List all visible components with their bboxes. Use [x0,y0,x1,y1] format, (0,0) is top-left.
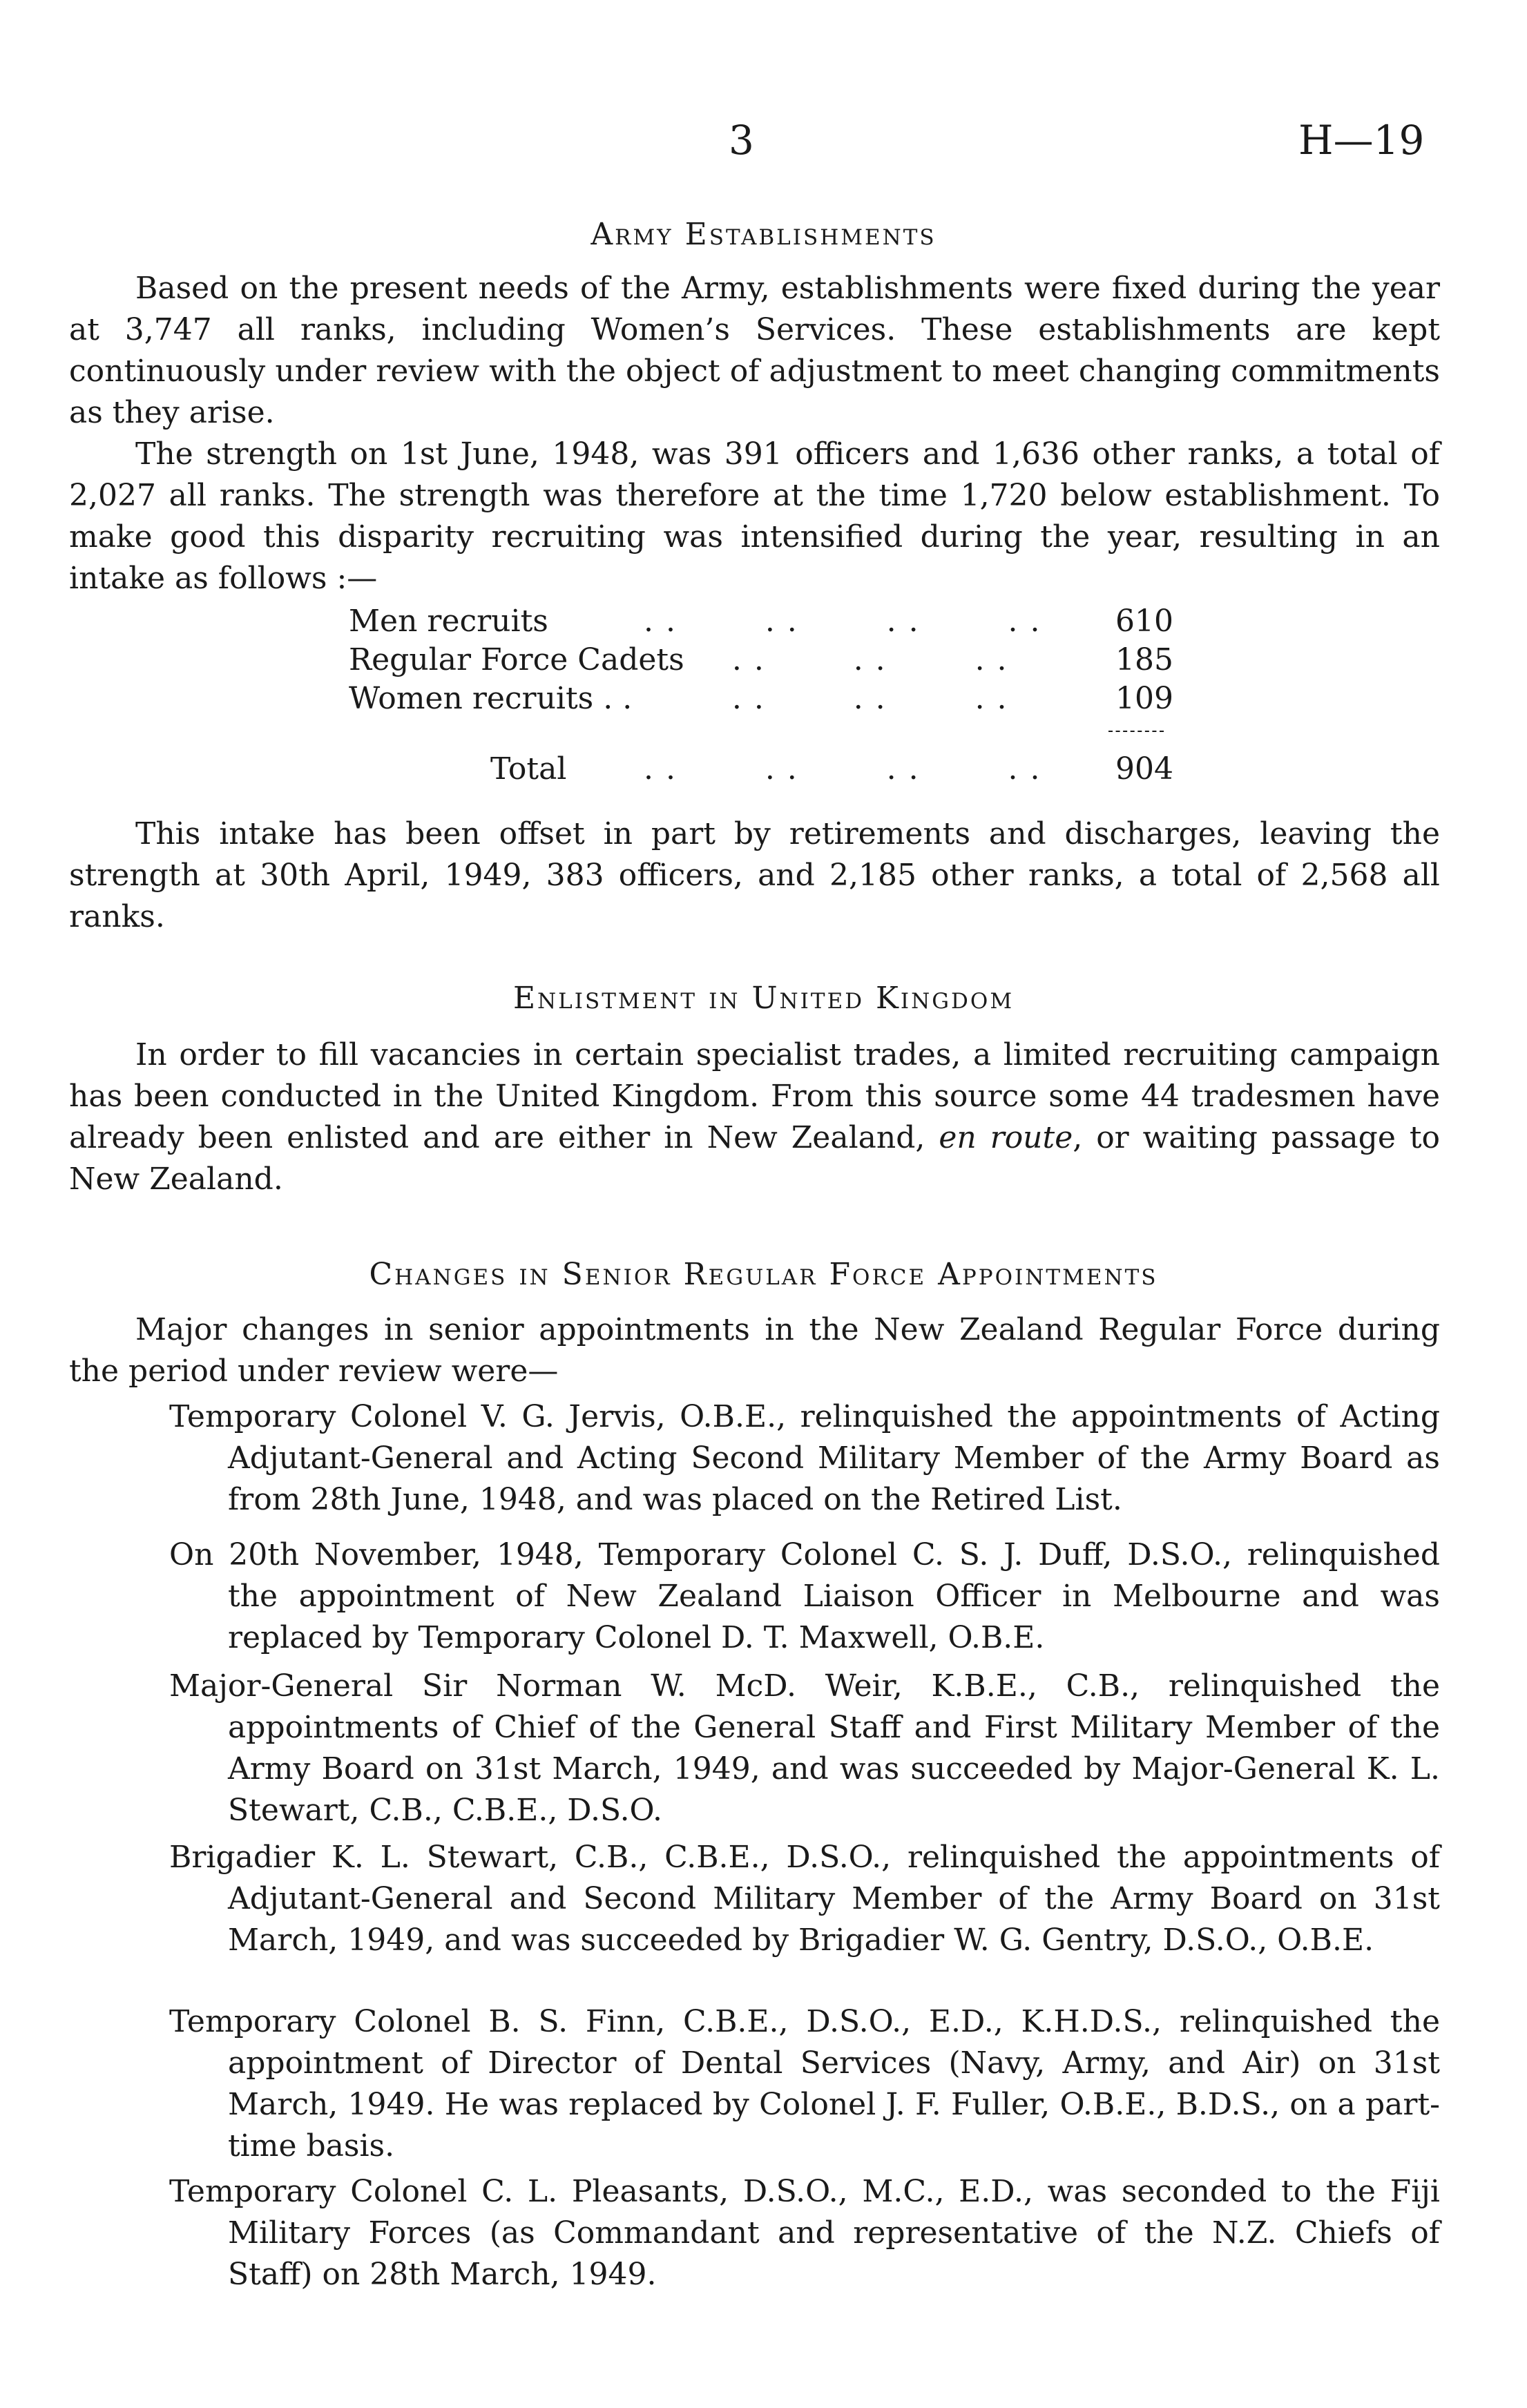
enlistment-text-start: In order to fill vacancies in certain specialist trades, a limited recruiting campaign has been conducted in the United Kingdom. From this source some 44 tradesmen have already been enlisted and are either in New Zealand, [69,1037,1440,1155]
intake-value: 109 [1115,681,1173,716]
enlistment-text-italic: en route [939,1120,1073,1155]
appointment-entry-jervis: Temporary Colonel V. G. Jervis, O.B.E., relinquished the appointments of Acting Adjutant-General and Acting Second Military Member of the Army Board as from 28th June, 1948, and was placed on the Retired List. [169,1399,1440,1517]
heading-enlistment: Enlistment in United Kingdom [512,981,1015,1016]
leader-dots: . . . . . . . . [622,604,1041,639]
appointment-entry-pleasants: Temporary Colonel C. L. Pleasants, D.S.O., M.C., E.D., was seconded to the Fiji Military Forces (as Commandant and representative of the N.Z. Chiefs of Staff) on 28th March, 1949. [169,2174,1440,2292]
intake-row-women-recruits [349,680,1178,718]
appointment-entry-stewart: Brigadier K. L. Stewart, C.B., C.B.E., D.S.O., relinquished the appointments of Adjutant-General and Second Military Member of the Army Board on 31st March, 1949, and was succeeded by Brigadier W. G. Gentry, D.S.O., O.B.E. [169,1840,1440,1958]
appointment-entry-finn: Temporary Colonel B. S. Finn, C.B.E., D.S.O., E.D., K.H.D.S., relinquished the appointment of Director of Dental Services (Navy, Army, and Air) on 31st March, 1949. He was replaced by Colonel J. F. Fuller, O.B.E., B.D.S., on a part-time basis. [169,2004,1440,2164]
appointment-entry-duff: On 20th November, 1948, Temporary Colonel C. S. J. Duff, D.S.O., relinquished the appointment of New Zealand Liaison Officer in Melbourne and was replaced by Temporary Colonel D. T. Maxwell, O.B.E. [169,1537,1440,1655]
paragraph-establishments: Based on the present needs of the Army, establishments were fixed during the year at 3,747 all ranks, including Women’s Services. These establishments are kept continuously under review with the object of adjustment to meet changing commitments as they arise. [69,271,1440,430]
intake-row-regular-force-cadets [349,641,1178,680]
intake-label: Men recruits [349,604,548,639]
intake-value: 185 [1115,642,1173,677]
leader-dots: . . . . . . [622,642,1008,677]
total-value: 904 [1115,751,1173,787]
leader-dots: . . . . . . . . [622,751,1041,787]
paragraph-intake-offset: This intake has been offset in part by retirements and discharges, leaving the strength at 30th April, 1949, 383 officers, and 2,185 other ranks, a total of 2,568 all ranks. [69,816,1440,934]
paragraph-enlistment [69,1034,1440,1200]
paragraph-appointments-intro: Major changes in senior appointments in the New Zealand Regular Force during the period under review were— [69,1312,1440,1389]
intake-row-total [349,750,1178,789]
page-number: 3 [729,117,754,164]
intake-label: Regular Force Cadets [349,642,684,677]
total-rule [1108,731,1164,732]
leader-dots: . . . . . . [622,681,1008,716]
intake-label: Women recruits . . [349,681,633,716]
intake-row-men-recruits [349,602,1178,641]
total-label: Total [490,751,567,787]
document-reference: H—19 [1298,117,1425,164]
enlistment-text-end: , or waiting passage to New Zealand. [69,1120,1440,1197]
heading-army-establishments: Army Establishments [590,217,937,252]
paragraph-strength: The strength on 1st June, 1948, was 391 officers and 1,636 other ranks, a total of 2,027 all ranks. The strength was therefore at the time 1,720 below establishment. To make good this disparity recruiting was intensified during the year, resulting in an intake as follows :— [69,436,1440,596]
intake-value: 610 [1115,604,1173,639]
heading-appointment-changes: Changes in Senior Regular Force Appointments [369,1257,1158,1292]
appointment-entry-weir: Major-General Sir Norman W. McD. Weir, K.B.E., C.B., relinquished the appointments of Chief of the General Staff and First Military Member of the Army Board on 31st March, 1949, and was succeeded by Major-General K. L. Stewart, C.B., C.B.E., D.S.O. [169,1668,1440,1828]
